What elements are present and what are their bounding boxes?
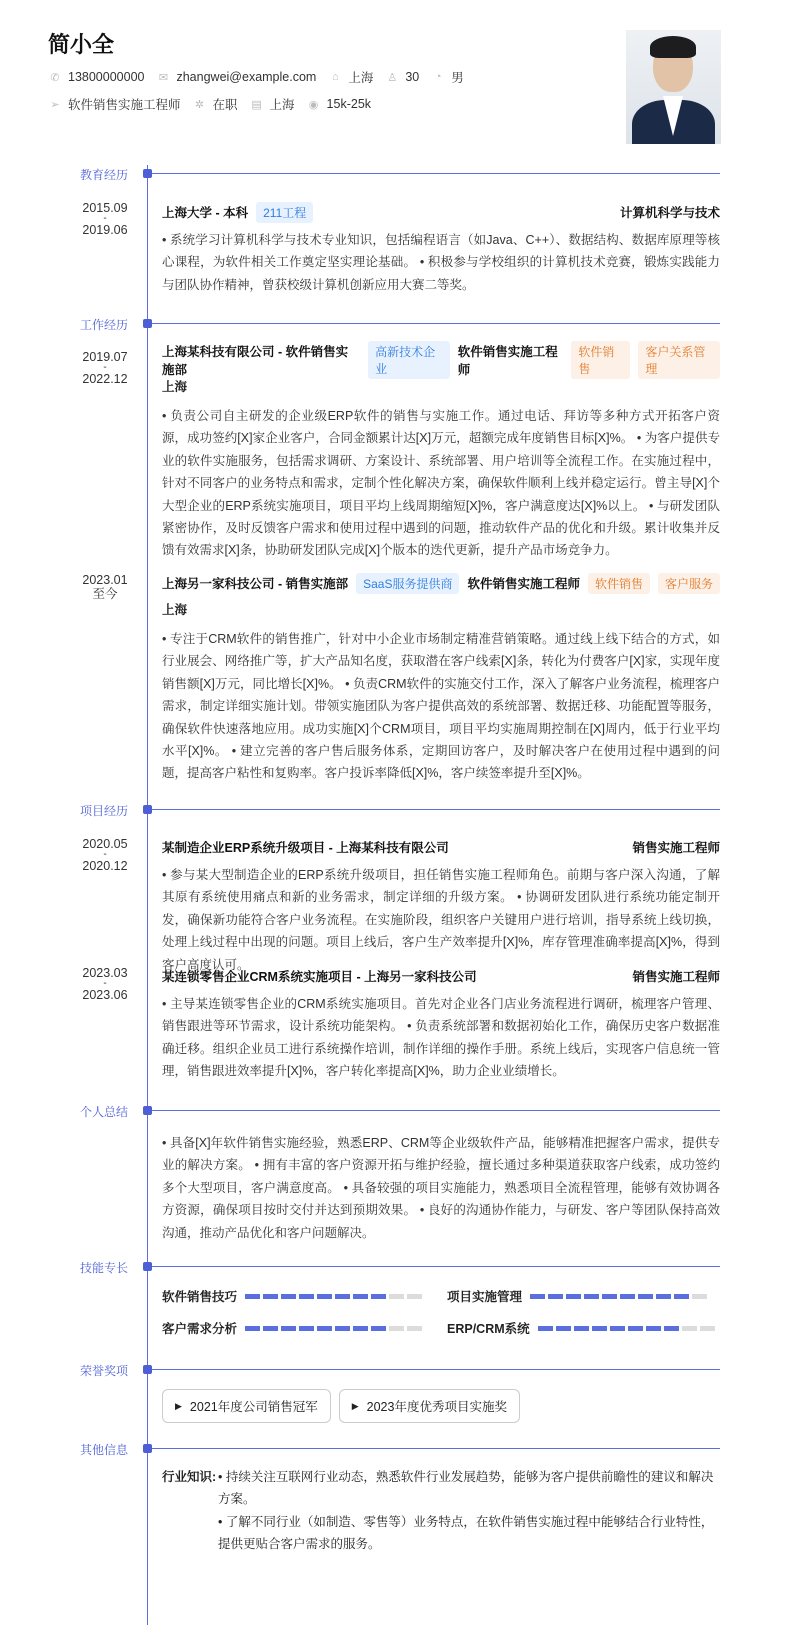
project-desc: • 主导某连锁零售企业的CRM系统实施项目。首先对企业各门店业务流程进行调研，梳理客户管理、销售跟进等环节需求，设计系统功能架构。 • 负责系统部署和数据初始化工作，确保历史客户数据准确迁移。组织企业员工进行系统操作培训，制作详细的操作手册。系统上线后，实现客户信息统一管理，销售跟进效率提升[X]%，客户转化率提高[X]%，助力企业业绩增长。 (162, 997, 720, 1079)
skill-level-bar (538, 1326, 715, 1331)
building-icon: ▤ (251, 98, 262, 111)
education-entry (162, 201, 720, 296)
send-icon: ➢ (50, 98, 60, 111)
skill-level-segment (245, 1294, 260, 1299)
candidate-name: 简小全 (48, 32, 115, 57)
project-name: 某连锁零售企业CRM系统实施项目 - 上海另一家科技公司 (162, 970, 477, 984)
project-desc: • 参与某大型制造企业的ERP系统升级项目，担任销售实施工程师角色。前期与客户深入沟通，了解其原有系统使用痛点和新的业务需求，制定详细的升级方案。 • 协调研发团队进行系统功能定制开发，确保新功能符合客户业务流程。在实施阶段，组织客户关键用户进行培训，指导系统上线切换，处理上线过程中出现的问题。项目上线后，客户生产效率提升[X]%，库存管理准确率提高[X]%，得到客户高度认可。 (162, 868, 720, 972)
skill-level-segment (556, 1326, 571, 1331)
section-title: 荣誉奖项 (80, 1364, 129, 1378)
skill-level-segment (317, 1294, 332, 1299)
status-icon: ✲ (194, 98, 205, 111)
play-icon: ▶ (351, 1400, 359, 1411)
skill-level-segment (530, 1294, 545, 1299)
skill-level-segment (335, 1294, 350, 1299)
section-summary (0, 1103, 794, 1117)
award-item[interactable]: ▶ 2021年度公司销售冠军 (162, 1389, 331, 1423)
age: 30 (405, 70, 420, 84)
project-name: 某制造企业ERP系统升级项目 - 上海某科技有限公司 (162, 841, 449, 855)
skill-level-segment (407, 1294, 422, 1299)
skill-level-segment (664, 1326, 679, 1331)
phone-icon: ✆ (50, 71, 60, 84)
skills-grid (162, 1287, 720, 1337)
skill-level-segment (574, 1326, 589, 1331)
skill-level-segment (682, 1326, 697, 1331)
section-title: 项目经历 (80, 804, 129, 818)
contact-row (48, 68, 464, 86)
skill-level-segment (335, 1326, 350, 1331)
skill-level-segment (263, 1326, 278, 1331)
skill-level-segment (584, 1294, 599, 1299)
school: 上海大学 - 本科 (162, 206, 249, 220)
skill-level-segment (281, 1294, 296, 1299)
skill-level-segment (700, 1326, 715, 1331)
section-other (0, 1441, 794, 1455)
skill-level-segment (620, 1294, 635, 1299)
school-tag: 211工程 (256, 202, 313, 223)
skill-tag: 软件销售 (571, 341, 630, 379)
project-date: 2023.03 - 2023.06 (82, 966, 128, 1002)
salary-icon: ◉ (308, 98, 319, 111)
job-title: 软件销售实施工程师 (467, 577, 580, 591)
summary-text: • 具备[X]年软件销售实施经验，熟悉ERP、CRM等企业级软件产品，能够精准把握客户需求，提供专业的解决方案。 • 拥有丰富的客户资源开拓与维护经验，擅长通过多种渠道获取客户线索，成功签约多个大型项目，客户满意度高。 • 具备较强的项目实施能力，熟悉项目全流程管理，能够有效协调各方资源，确保项目按时交付并达到预期效果。 • 良好的沟通协作能力，与研发、客户等团队保持高效沟通，推动产品优化和客户问题解决。 (162, 1136, 720, 1240)
salary: 15k-25k (326, 97, 372, 111)
section-title: 工作经历 (80, 318, 129, 332)
skill-tag: 软件销售 (588, 573, 650, 594)
phone: 13800000000 (68, 70, 145, 84)
work-entry (162, 345, 720, 562)
skill-level-segment (353, 1294, 368, 1299)
skill-level-segment (263, 1294, 278, 1299)
skill-level-segment (371, 1326, 386, 1331)
skill-level-segment (245, 1326, 260, 1331)
skill-level-segment (628, 1326, 643, 1331)
intent-row (48, 95, 371, 113)
work-date: 2023.01 至今 (82, 573, 128, 601)
job-title: 软件销售实施工程师 (457, 345, 558, 377)
edu-desc: • 系统学习计算机科学与技术专业知识，包括编程语言（如Java、C++）、数据结构、数据库原理等核心课程，为软件相关工作奠定坚实理论基础。 • 积极参与学校组织的计算机技术竞赛，锻炼实践能力与团队协作精神，曾获校级计算机创新应用大赛二等奖。 (162, 233, 720, 292)
skill-level-segment (538, 1326, 553, 1331)
other-label: 行业知识: (162, 1470, 217, 1484)
mail-icon: ✉ (158, 71, 169, 84)
skill-level-segment (389, 1294, 404, 1299)
awards-list (162, 1389, 520, 1423)
project-entry (162, 836, 720, 976)
project-role: 销售实施工程师 (632, 841, 720, 855)
section-honors (0, 1362, 794, 1376)
skill-level-segment (692, 1294, 707, 1299)
skill-name: 项目实施管理 (447, 1290, 523, 1304)
other-item: • 了解不同行业（如制造、零售等）业务特点，在软件销售实施过程中能够结合行业特性，提供更贴合客户需求的服务。 (218, 1514, 714, 1552)
skill-level-segment (353, 1326, 368, 1331)
job-status: 在职 (212, 98, 238, 112)
other-item: • 持续关注互联网行业动态，熟悉软件行业发展趋势，能够为客户提供前瞻性的建议和解决方案。 (218, 1470, 714, 1507)
gender: 男 (451, 71, 464, 85)
section-education (0, 166, 794, 180)
location: 上海 (348, 71, 374, 85)
section-title: 教育经历 (80, 168, 129, 182)
project-date: 2020.05 - 2020.12 (82, 837, 128, 873)
work-city: 上海 (162, 380, 188, 394)
other-info (162, 1466, 720, 1556)
project-entry (162, 965, 720, 1083)
summary (162, 1126, 720, 1244)
home-icon: ⌂ (332, 71, 339, 83)
section-work (0, 316, 794, 330)
skill-name: 软件销售技巧 (162, 1290, 238, 1304)
major: 计算机科学与技术 (619, 206, 720, 220)
skill-level-bar (530, 1294, 707, 1299)
skill-tag: 客户关系管理 (638, 341, 720, 379)
skill-level-segment (638, 1294, 653, 1299)
work-date: 2019.07 - 2022.12 (82, 350, 128, 386)
skill-level-segment (548, 1294, 563, 1299)
skill-level-segment (656, 1294, 671, 1299)
age-icon: ♙ (387, 71, 398, 84)
target-position: 软件销售实施工程师 (68, 98, 181, 112)
skill-item (162, 1319, 447, 1337)
work-city: 上海 (162, 603, 188, 617)
section-title: 其他信息 (80, 1443, 129, 1457)
work-desc: • 负责公司自主研发的企业级ERP软件的销售与实施工作。通过电话、拜访等多种方式开拓客户资源，成功签约[X]家企业客户，合同金额累计达[X]万元，超额完成年度销售目标[X]%。 • 为客户提供专业的软件实施服务，包括需求调研、方案设计、系统部署、用户培训等全流程工作。在实施过程中，针对不同客户的业务特点和需求，定制个性化解决方案，确保软件顺利上线并稳定运行。曾主导[X]个大型企业的ERP系统实施项目，项目平均上线周期缩短[X]%，客户满意度达[X]%以上。 • 与研发团队紧密协作，及时反馈客户需求和使用过程中遇到的问题，推动软件产品的优化和升级。累计收集并反馈有效需求[X]条，协助研发团队完成[X]个版本的迭代更新，提升产品市场竞争力。 (162, 409, 720, 558)
skill-level-bar (245, 1326, 422, 1331)
award-item[interactable]: ▶ 2023年度优秀项目实施奖 (339, 1389, 520, 1423)
work-entry (162, 572, 720, 785)
skill-tag: 客户服务 (658, 573, 720, 594)
gender-icon: ◔ (434, 71, 442, 83)
skill-level-segment (610, 1326, 625, 1331)
skill-item (447, 1287, 720, 1305)
skill-level-segment (389, 1326, 404, 1331)
work-desc: • 专注于CRM软件的销售推广，针对中小企业市场制定精准营销策略。通过线上线下结合的方式，如行业展会、网络推广等，扩大产品知名度，获取潜在客户线索[X]条，转化为付费客户[X]家，实现年度销售额[X]万元，同比增长[X]%。 • 负责CRM软件的实施交付工作，深入了解客户业务流程，梳理客户需求，制定详细实施计划。带领实施团队为客户提供高效的系统部署、数据迁移、功能配置等服务，确保软件快速落地应用。成功实施[X]个CRM项目，项目平均实施周期控制在[X]周内，低于行业平均水平[X]%。 • 建立完善的客户售后服务体系，定期回访客户，及时解决客户在使用过程中遇到的问题，提高客户粘性和复购率。客户投诉率降低[X]%，客户续签率提升至[X]%。 (162, 632, 720, 781)
skill-level-segment (646, 1326, 661, 1331)
email: zhangwei@example.com (176, 70, 317, 84)
skill-level-segment (281, 1326, 296, 1331)
company-tag: SaaS服务提供商 (356, 573, 459, 594)
section-skills (0, 1259, 794, 1273)
skill-level-segment (674, 1294, 689, 1299)
company: 上海另一家科技公司 - 销售实施部 (162, 577, 349, 591)
skill-name: ERP/CRM系统 (447, 1322, 530, 1336)
skill-item (162, 1287, 447, 1305)
skill-level-segment (299, 1326, 314, 1331)
skill-level-segment (592, 1326, 607, 1331)
section-projects (0, 802, 794, 816)
skill-level-segment (299, 1294, 314, 1299)
skill-level-segment (317, 1326, 332, 1331)
section-title: 技能专长 (80, 1261, 129, 1275)
target-city: 上海 (269, 98, 295, 112)
play-icon: ▶ (175, 1400, 182, 1411)
skill-level-segment (371, 1294, 386, 1299)
skill-name: 客户需求分析 (162, 1322, 238, 1336)
company-tag: 高新技术企业 (368, 341, 450, 379)
edu-date: 2015.09 - 2019.06 (82, 201, 128, 237)
skill-level-segment (407, 1326, 422, 1331)
skill-item (447, 1319, 720, 1337)
project-role: 销售实施工程师 (632, 970, 720, 984)
profile-photo (626, 30, 721, 144)
skill-level-segment (602, 1294, 617, 1299)
skill-level-segment (566, 1294, 581, 1299)
company: 上海某科技有限公司 - 软件销售实施部 (162, 345, 349, 377)
section-title: 个人总结 (80, 1105, 129, 1119)
skill-level-bar (245, 1294, 422, 1299)
